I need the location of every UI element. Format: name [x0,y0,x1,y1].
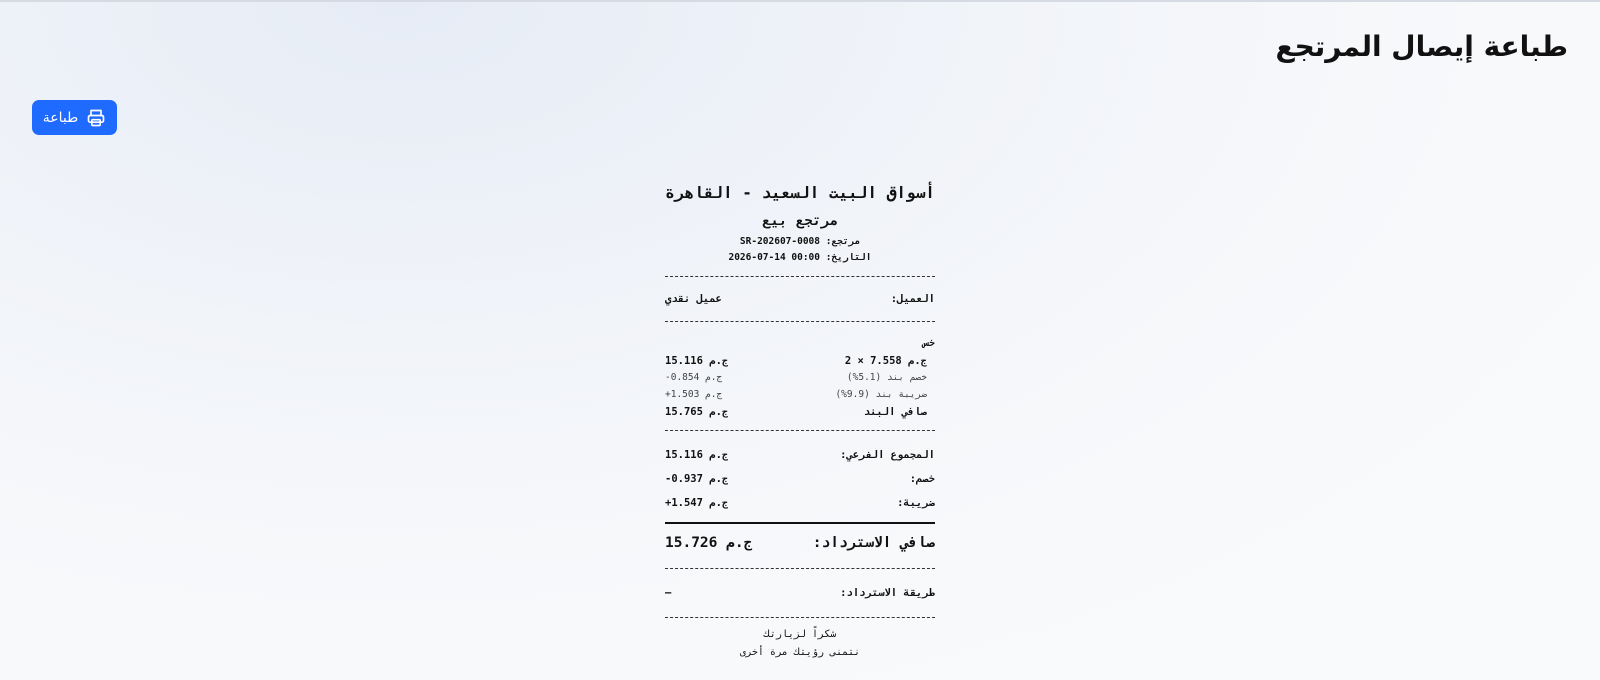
net-refund-value: 15.726 ج.م [665,535,753,551]
thank-you-text: شكراً لزيارتك [763,629,837,640]
date-label: التاريخ: [825,252,872,263]
store-name: أسواق البيت السعيد - القاهرة [665,183,935,202]
top-border [0,0,1600,2]
receipt [665,178,935,662]
return-number-label: مرتجع: [825,236,861,247]
print-button-label: طباعة [42,109,79,126]
see-you-again-text: نتمنى رؤيتك مرة أخرى [739,647,861,658]
return-number-line [665,234,935,250]
refund-method-row [665,569,935,617]
discount-value: -0.937 ج.م [665,473,729,485]
print-button[interactable] [32,100,117,135]
item-net-row [665,403,935,420]
item-qty-row [665,352,935,369]
printer-icon [86,108,106,128]
tax-label: ضريبة: [897,497,935,509]
customer-value: عميل نقدي [665,293,722,305]
item-discount-row [665,369,935,386]
page-title: طباعة إيصال المرتجع [1275,30,1568,63]
item-name: خس [922,338,935,349]
subtotal-label: المجموع الفرعي: [840,449,935,461]
return-number: SR-202607-0008 [739,236,820,247]
tax-value: +1.547 ج.م [665,497,729,509]
document-type: مرتجع بيع [762,213,838,229]
customer-row [665,277,935,321]
discount-row [665,467,935,491]
item-net-value: 15.765 ج.م [665,405,729,418]
date-value: 2026-07-14 00:00 [728,252,820,263]
tax-row [665,491,935,515]
subtotal-value: 15.116 ج.م [665,449,729,461]
discount-label: خصم: [909,473,935,485]
net-refund-row [665,524,935,562]
customer-label: العميل: [890,293,935,305]
subtotal-row [665,443,935,467]
item-tax-value: +1.503 ج.م [665,389,723,400]
item-line-total: 15.116 ج.م [665,354,729,367]
refund-method-label: طريقة الاسترداد: [840,587,935,599]
item-qty-price: 2 × 7.558 ج.م [844,354,927,367]
item-tax-label: ضريبة بند (9.9%) [835,389,927,400]
item-discount-value: -0.854 ج.م [665,372,723,383]
item-tax-row [665,386,935,403]
refund-method-value: — [665,587,672,599]
date-line [665,250,935,266]
item-discount-label: خصم بند (5.1%) [846,372,927,383]
item-net-label: صافي البند [863,405,927,418]
net-refund-label: صافي الاسترداد: [812,535,935,551]
